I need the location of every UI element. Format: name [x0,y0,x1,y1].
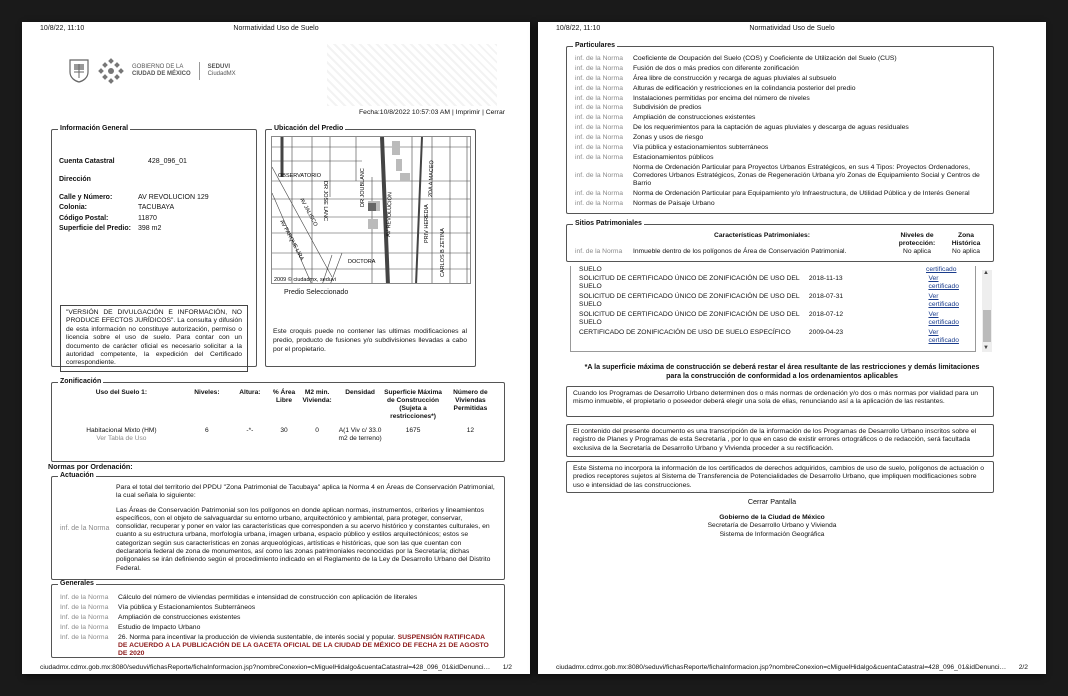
page-footer [40,664,512,672]
secretaria-name: Secretaría de Desarrollo Urbano y Vivienda [707,522,837,530]
generales-item: Inf. de la Norma Estudio de Impacto Urbano [60,623,201,631]
zon-area-libre: 30 [280,427,288,435]
particulares-item: inf. de la Norma Área libre de construcción y recarga de aguas pluviales al subsuelo [575,74,837,82]
logo-block [68,58,236,84]
header-datetime: 10/8/22, 11:10 [40,25,85,32]
gobierno-footer [538,514,1006,539]
particulares-item: inf. de la Norma Zonas y usos de riesgo [575,134,704,141]
particulares-item: inf. de la Norma Norma de Ordenación Particular para Proyectos Urbanos Estratégicos, en sus 4 Tipos: Proyectos Ordenadores, Corredores Urbanos Estratégicos, Zonas de Regeneración Urbana y/o Zonas de Equipamiento Social y Centros de Barrio [575,163,980,188]
nota-box-3 [566,461,994,493]
imprimir-link[interactable]: Imprimir [455,109,481,116]
actuacion-norma-label[interactable]: inf. de la Norma [60,525,110,532]
map-caption: Predio Seleccionado [284,289,349,296]
particulares-item: inf. de la Norma Instalaciones permitidas por encima del número de niveles [575,94,810,102]
particulares-item: inf. de la Norma De los requerimientos para la captación de aguas pluviales y descarga de aguas residuales [575,124,909,132]
disclaimer-box [60,305,248,372]
zon-header-viviendas: Número de Viviendas Permitidas [453,389,488,413]
map-label-av-parque-lira: AV PARQUE LIRA [278,219,305,262]
page-header [556,25,1028,34]
map-copyright: 2009 © ciudadmx, seduvi [274,277,336,283]
cerrar-pantalla-button[interactable]: Cerrar Pantalla [747,497,797,506]
zonificacion-title: Zonificación [60,378,102,385]
zon-viviendas: 12 [466,427,475,435]
sitios-header-caracteristicas: Características Patrimoniales: [714,232,810,239]
actuacion-title: Actuación [60,472,94,479]
ver-certificado-link[interactable]: Ver certificado [928,275,959,291]
actuacion-paragraph-2: Las Áreas de Conservación Patrimonial son los polígonos en donde aplican normas, instrumentos, criterios y lineamientos específicos, con el objeto de salvaguardar su entorno urbano, arquitectónico y ambiental, para proteger, conservar, consolidar, recuperar y poner en valor las características que corresponden a su acervo histórico y constantes culturales, en cuanto a su estructura urbana, morfología urbana, imagen urbana, espacio público y estilos arquitectónicos; estos se categorizan según sus características en zonas arqueológicas, artísticas e históricas, que son las que cuentan con declaratoria federal de zona de monumentos, así como las zonas patrimoniales reconocidas por la Secretaría; dichas poligonales se irán definiendo según el procedimiento indicado en el Reglamento de la Ley de Desarrollo Urbano del Distrito Federal. [116,506,491,572]
certificado-partial-text: SUELO [579,266,602,273]
restricciones-warning: *A la superficie máxima de construcción se deberá restar el área resultante de las restricciones y demás limitaciones para la construcción de conformidad a los ordenamientos aplicables [584,363,980,380]
zonificacion-row [58,427,498,443]
cp-value: 11870 [138,214,157,222]
ver-tabla-uso-link[interactable]: Ver Tabla de Uso [96,435,147,443]
footer-url: ciudadmx.cdmx.gob.mx:8080/seduvi/fichasReporte/fichaInformacion.jsp?nombreConexion=cMiguelHidalgo&cuentaCatastral=428_096_01&idDenunci… [556,663,1006,671]
ver-certificado-link[interactable]: Ver certificado [928,329,959,345]
zon-header-m2-min: M2 min. Vivienda: [302,389,332,405]
generales-item: Inf. de la Norma Vía pública y Estacionamientos Subterráneos [60,603,256,611]
superficie-label: Superficie del Predio: [59,224,131,232]
particulares-title: Particulares [575,42,616,49]
particulares-item: inf. de la Norma Subdivisión de predios [575,104,702,112]
header-datetime: 10/8/22, 11:10 [556,25,601,32]
header-title: Normatividad Uso de Suelo [749,25,835,32]
sistema-name: Sistema de Información Geográfica [719,530,825,538]
generales-title: Generales [60,580,94,587]
location-map [271,136,471,284]
scroll-down-arrow-icon[interactable]: ▼ [983,344,989,351]
sitios-text: Inmueble dentro de los polígonos de Área de Conservación Patrimonial. [633,248,847,256]
sitios-zona: No aplica [952,248,980,256]
coat-of-arms-icon [68,58,90,84]
gobierno-name: Gobierno de la Ciudad de México [719,514,825,521]
logo-line-2: CIUDAD DE MÉXICO [132,71,191,77]
sitios-panel [566,220,994,262]
fecha-text: Fecha:10/8/2022 10:57:03 AM [359,109,451,116]
agency-subname: CiudadMX [207,71,236,77]
certificado-row: CERTIFICADO DE ZONIFICACIÓN DE USO DE SUELO ESPECÍFICO 2009-04-23 Ver certificado [579,329,969,347]
cerrar-link[interactable]: Cerrar [485,109,505,116]
scroll-thumb[interactable] [983,310,991,342]
map-label-carlos-b-zetina: CARLOS B ZETINA [440,228,446,277]
particulares-panel [566,42,994,214]
ubicacion-panel [265,125,476,367]
sitios-norma-label[interactable]: inf. de la Norma [575,248,623,256]
nota-text-3: Este Sistema no incorpora la información de los certificados de derechos adquiridos, cambios de uso de suelo, polígonos de actuación o predios receptores sujetos al Sistema de Transferencia de Potencialidades de Desarrollo Urbano, que impliquen modificaciones sobre uso e intensidad de las construcciones. [573,465,985,489]
page-footer [556,664,1028,672]
map-label-2da-maceo: 2DA A MACEO [428,160,436,198]
fecha-bar: Fecha:10/8/2022 10:57:03 AM | Imprimir | Cerrar [359,109,505,116]
map-note: Este croquis puede no contener las ultimas modificaciones al predio, producto de fusiones y/o subdivisiones llevadas a cabo por el propietario. [273,328,467,353]
zonificacion-table [58,389,498,443]
decorative-pattern [327,44,497,106]
info-general-panel [51,125,257,367]
particulares-item: inf. de la Norma Coeficiente de Ocupación del Suelo (COS) y Coeficiente de Utilización del Suelo (CUS) [575,55,897,62]
map-label-doctora: DOCTORA [348,259,376,265]
nota-box-2 [566,424,994,457]
superficie-value: 398 m2 [138,224,162,232]
particulares-item: inf. de la Norma Estacionamientos públicos [575,153,714,161]
map-label-dr-joublanc: DR JOUBLANC [360,168,366,207]
cuenta-label: Cuenta Catastral [59,158,115,165]
colonia-label: Colonia: [59,204,87,212]
zon-densidad: A(1 Viv c/ 33.0 m2 de terreno) [338,427,382,443]
particulares-item: inf. de la Norma Ampliación de construcciones existentes [575,114,756,122]
map-label-priv-heredia: PRIV HEREDIA [424,204,430,243]
zon-uso: Habitacional Mixto (HM) [86,427,157,435]
certificado-partial-link[interactable]: certificado [926,266,957,273]
normas-title: Normas por Ordenación: [48,462,133,471]
nota-box-1 [566,386,994,417]
sitios-title: Sitios Patrimoniales [575,220,642,227]
footer-page-number: 1/2 [502,663,512,671]
particulares-item: inf. de la Norma Normas de Paisaje Urbano [575,199,715,207]
calle-value: AV REVOLUCION 129 [138,194,209,202]
scroll-up-arrow-icon[interactable]: ▲ [983,270,989,276]
zon-header-uso: Uso del Suelo 1: [95,389,148,396]
suspension-notice: SUSPENSIÓN RATIFICADA DE ACUERDO A LA PUBLICACIÓN DE LA GACETA OFICIAL DE LA CIUDAD DE MÉXICO DE FECHA 21 DE AGOSTO DE 2020 [118,633,489,658]
certificados-scrollbar[interactable] [982,270,992,352]
actuacion-paragraph-1: Para el total del territorio del PPDU "Zona Patrimonial de Tacubaya" aplica la Norma 4 en Áreas de Conservación Patrimonial, la cual señala lo siguiente: [116,484,495,500]
generales-panel [51,580,505,658]
cdmx-emblem-icon [98,58,124,84]
map-label-observatorio: OBSERVATORIO [278,173,321,179]
header-title: Normatividad Uso de Suelo [233,25,319,32]
zon-header-superficie: Superficie Máxima de Construcción (Sujeta a restricciones*) [384,389,442,421]
sitios-row [575,248,989,256]
calle-label: Calle y Número: [59,194,113,202]
footer-page-number: 2/2 [1018,663,1028,671]
sitios-header-niveles: Niveles de protección: [898,232,936,248]
certificado-row: SOLICITUD DE CERTIFICADO ÚNICO DE ZONIFICACIÓN DE USO DEL SUELO 2018-07-31 Ver certificado [579,293,969,311]
sitios-nivel: No aplica [903,248,931,256]
generales-item: Inf. de la Norma 26. Norma para incentivar la producción de vivienda sustentable, de interés social y popular. SUSPENSIÓN RATIFICADA DE ACUERDO A LA PUBLICACIÓN DE LA GACETA OFICIAL DE LA CIUDAD DE MÉXICO DE FECHA 21 DE AGOSTO DE 2020 [60,633,489,658]
nota-text-2: El contenido del presente documento es una transcripción de la información de los Programas de Desarrollo Urbano inscritos sobre el registro de Planes y Programas de esta Secretaría , por lo que en caso de existir errores ortográficos o de redacción, será facultada exclusiva de la Secretaría de Desarrollo Urbano y Vivienda proceder a su rectificación. [573,428,977,452]
map-label-dr-jose-lanc: DR JOSE LANC [322,181,328,222]
particulares-item: inf. de la Norma Alturas de edificación y restricciones en la colindancia posterior del predio [575,84,856,92]
particulares-item: inf. de la Norma Fusión de dos o más predios con diferente zonificación [575,64,799,72]
ubicacion-title: Ubicación del Predio [274,125,344,132]
page-header [40,25,512,34]
ver-certificado-link[interactable]: Ver certificado [928,293,959,309]
zonificacion-panel [51,378,505,462]
print-page-1 [22,22,530,674]
actuacion-panel [51,472,505,580]
map-label-av-revolucion: AV REVOLUCION [386,192,394,238]
particulares-item: inf. de la Norma Norma de Ordenación Particular para Equipamiento y/o Infraestructura, de Utilidad Pública y de Interés General [575,190,970,198]
cuenta-value: 428_096_01 [148,158,187,165]
info-general-title: Información General [60,125,129,132]
sitios-header-zona: Zona Histórica [951,232,981,248]
zon-superficie: 1675 [405,427,421,435]
map-label-av-jalisco: AV JALISCO [298,197,319,228]
zon-header-area-libre: % Área Libre [272,389,296,405]
direccion-label: Dirección [59,176,91,184]
generales-item: Inf. de la Norma Cálculo del número de viviendas permitidas e intensidad de construcción con aplicación de literales [60,594,418,601]
nota-text-1: Cuando los Programas de Desarrollo Urbano determinen dos o más normas de ordenación y/o dos o más normas por vialidad para un mismo inmueble, el propietario o poseedor deberá elegir una sola de ellas, renunciando así a la aplicación de las restantes. [573,390,979,406]
footer-url: ciudadmx.cdmx.gob.mx:8080/seduvi/fichasReporte/fichaInformacion.jsp?nombreConexion=cMiguelHidalgo&cuentaCatastral=428_096_01&idDenunci… [40,663,490,671]
cp-label: Código Postal: [59,214,109,222]
disclaimer-text: "VERSIÓN DE DIVULGACIÓN E INFORMACIÓN, NO PRODUCE EFECTOS JURÍDICOS". La consulta y difusión de esta información no constituye autorización, permiso o licencia sobre el uso de suelo. Para contar con un documento de carácter oficial es necesario solicitar a la autoridad competente, la expedición del Certificado correspondiente. [66,309,242,367]
zon-header-densidad: Densidad [345,389,375,396]
certificados-list[interactable] [570,266,976,352]
zon-m2-min: 0 [315,427,319,435]
logo-line-1: GOBIERNO DE LA [132,63,184,70]
generales-item: Inf. de la Norma Ampliación de construcciones existentes [60,613,241,621]
colonia-value: TACUBAYA [138,204,175,212]
map-drawing [272,137,471,284]
particulares-item: inf. de la Norma Vía pública y estacionamientos subterráneos [575,143,769,151]
zon-header-niveles: Niveles: [194,389,220,396]
zon-niveles: 6 [205,427,209,435]
zon-altura: -*- [246,427,254,435]
certificado-row: SOLICITUD DE CERTIFICADO ÚNICO DE ZONIFICACIÓN DE USO DEL SUELO 2018-07-12 Ver certificado [579,311,969,329]
certificado-row: SOLICITUD DE CERTIFICADO ÚNICO DE ZONIFICACIÓN DE USO DEL SUELO 2018-11-13 Ver certificado [579,275,969,293]
ver-certificado-link[interactable]: Ver certificado [928,311,959,327]
agency-name: SEDUVI [207,63,231,70]
zon-header-altura: Altura: [239,389,261,396]
print-page-2 [538,22,1046,674]
